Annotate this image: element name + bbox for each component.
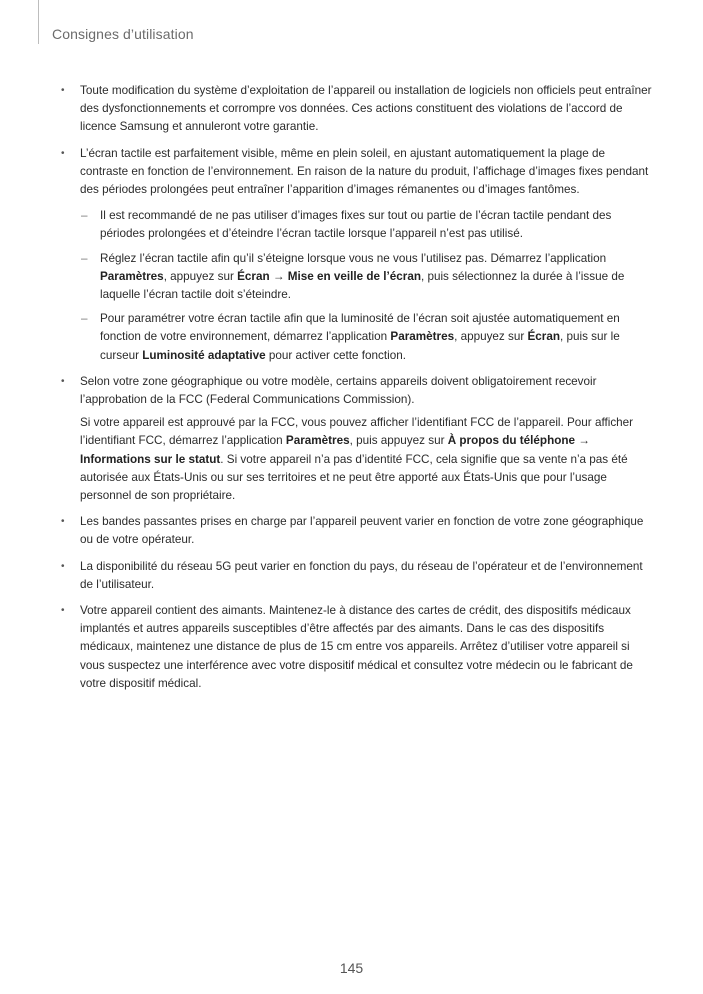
text-run: , appuyez sur [454,330,528,344]
text-run: . Si votre appareil n’a pas d’identité FCC, cela signifie que sa vente n’a pas été autorisée aux États-Unis ou sur ses territoires et ne peut être apporté aux États-Unis que pour l’usage personnel de son propriétaire. [80,452,628,503]
bullet-paragraph [80,145,654,200]
text-run: , puis sur le curseur [100,330,620,362]
bullet-paragraph [80,513,654,549]
text-run: , puis appuyez sur [349,434,448,448]
page-edge-rule [38,0,39,44]
sub-item-paragraph [100,250,654,305]
text-run: Réglez l’écran tactile afin qu’il s’éteigne lorsque vous ne vous l’utilisez pas. Démarrez l’application [100,251,607,265]
bold-ui-term: Informations sur le statut [80,452,221,466]
bullet-item [58,513,654,549]
document-body [58,82,654,701]
text-run: Si votre appareil est approuvé par la FCC, vous pouvez afficher l’identifiant FCC de l’appareil. Pour afficher l’identifiant FCC, démarrez l’application [80,416,634,448]
text-run: → [574,434,590,448]
bullet-item [58,145,654,365]
bullet-paragraph [80,602,654,693]
bold-ui-term: Paramètres [390,330,455,344]
section-title: Consignes d’utilisation [52,26,194,42]
page-number: 145 [339,960,364,976]
bold-ui-term: Écran [237,269,270,283]
bold-ui-term: Luminosité adaptative [142,348,266,362]
text-run: , puis sélectionnez la durée à l’issue de laquelle l’écran tactile doit s’éteindre. [100,269,625,302]
bullet-marker: • [61,560,65,572]
bold-ui-term: À propos du téléphone [447,434,575,448]
text-run: Les bandes passantes prises en charge par l’appareil peuvent varier en fonction de votre zone géographique ou de votre opérateur. [80,515,644,547]
text-run: Votre appareil contient des aimants. Maintenez-le à distance des cartes de crédit, des dispositifs médicaux implantés et autres appareils susceptibles d’être affectés par des aimants. Dans le cas des dispositifs médicaux, maintenez une distance de plus de 15 cm entre vos appareils. Arrêtez d’utiliser votre appareil si vous suspectez une interférence avec votre dispositif médical et consultez votre médecin ou le fabricant de votre dispositif médical. [80,604,633,690]
dash-marker: – [81,209,88,223]
bullet-marker: • [61,375,65,387]
text-run: La disponibilité du réseau 5G peut varier en fonction du pays, du réseau de l’opérateur et de l’environnement de l’utilisateur. [80,559,643,591]
bullet-marker: • [61,516,65,528]
bold-ui-term: Mise en veille de l’écran [287,269,421,283]
dash-marker: – [81,251,88,265]
sub-item [80,207,654,243]
text-run: pour activer cette fonction. [265,348,406,362]
bullet-paragraph [80,82,654,137]
bold-ui-term: Écran [527,330,560,344]
bullet-extra-paragraph [80,414,654,505]
bullet-item [58,373,654,505]
text-run: Toute modification du système d’exploitation de l’appareil ou installation de logiciels non officiels peut entraîner des dysfonctionnements et corrompre vos données. Ces actions constituent des violations de l’accord de licence Samsung et annuleront votre garantie. [80,84,652,134]
bullet-marker: • [61,147,65,159]
sub-item [80,250,654,305]
bullet-item [58,602,654,693]
bullet-item [58,82,654,137]
sub-item-paragraph [100,207,654,243]
text-run: → [269,269,288,283]
bullet-paragraph [80,373,654,409]
text-run: , appuyez sur [163,269,238,283]
bullet-marker: • [61,85,65,96]
bold-ui-term: Paramètres [100,269,164,283]
text-run: Pour paramétrer votre écran tactile afin que la luminosité de l’écran soit ajustée automatiquement en fonction de votre environnement, démarrez l’application [100,312,620,344]
bold-ui-term: Paramètres [285,434,350,448]
dash-marker: – [81,312,88,326]
sub-item-paragraph [100,310,654,365]
bullet-marker: • [61,605,65,617]
bullet-item [58,558,654,594]
text-run: Il est recommandé de ne pas utiliser d’images fixes sur tout ou partie de l’écran tactile pendant des périodes prolongées et d’éteindre l’écran tactile lorsque l’appareil n’est pas utilisé. [100,209,612,241]
bullet-paragraph [80,558,654,594]
text-run: L’écran tactile est parfaitement visible, même en plein soleil, en ajustant automatiquement la plage de contraste en fonction de l’environnement. En raison de la nature du produit, l’affichage d’images fixes pendant des périodes prolongées peut entraîner l’apparition d’images rémanentes ou d’images fantômes. [80,146,649,197]
sub-item [80,310,654,365]
text-run: Selon votre zone géographique ou votre modèle, certains appareils doivent obligatoirement recevoir l’approbation de la FCC (Federal Communications Commission). [80,374,597,407]
